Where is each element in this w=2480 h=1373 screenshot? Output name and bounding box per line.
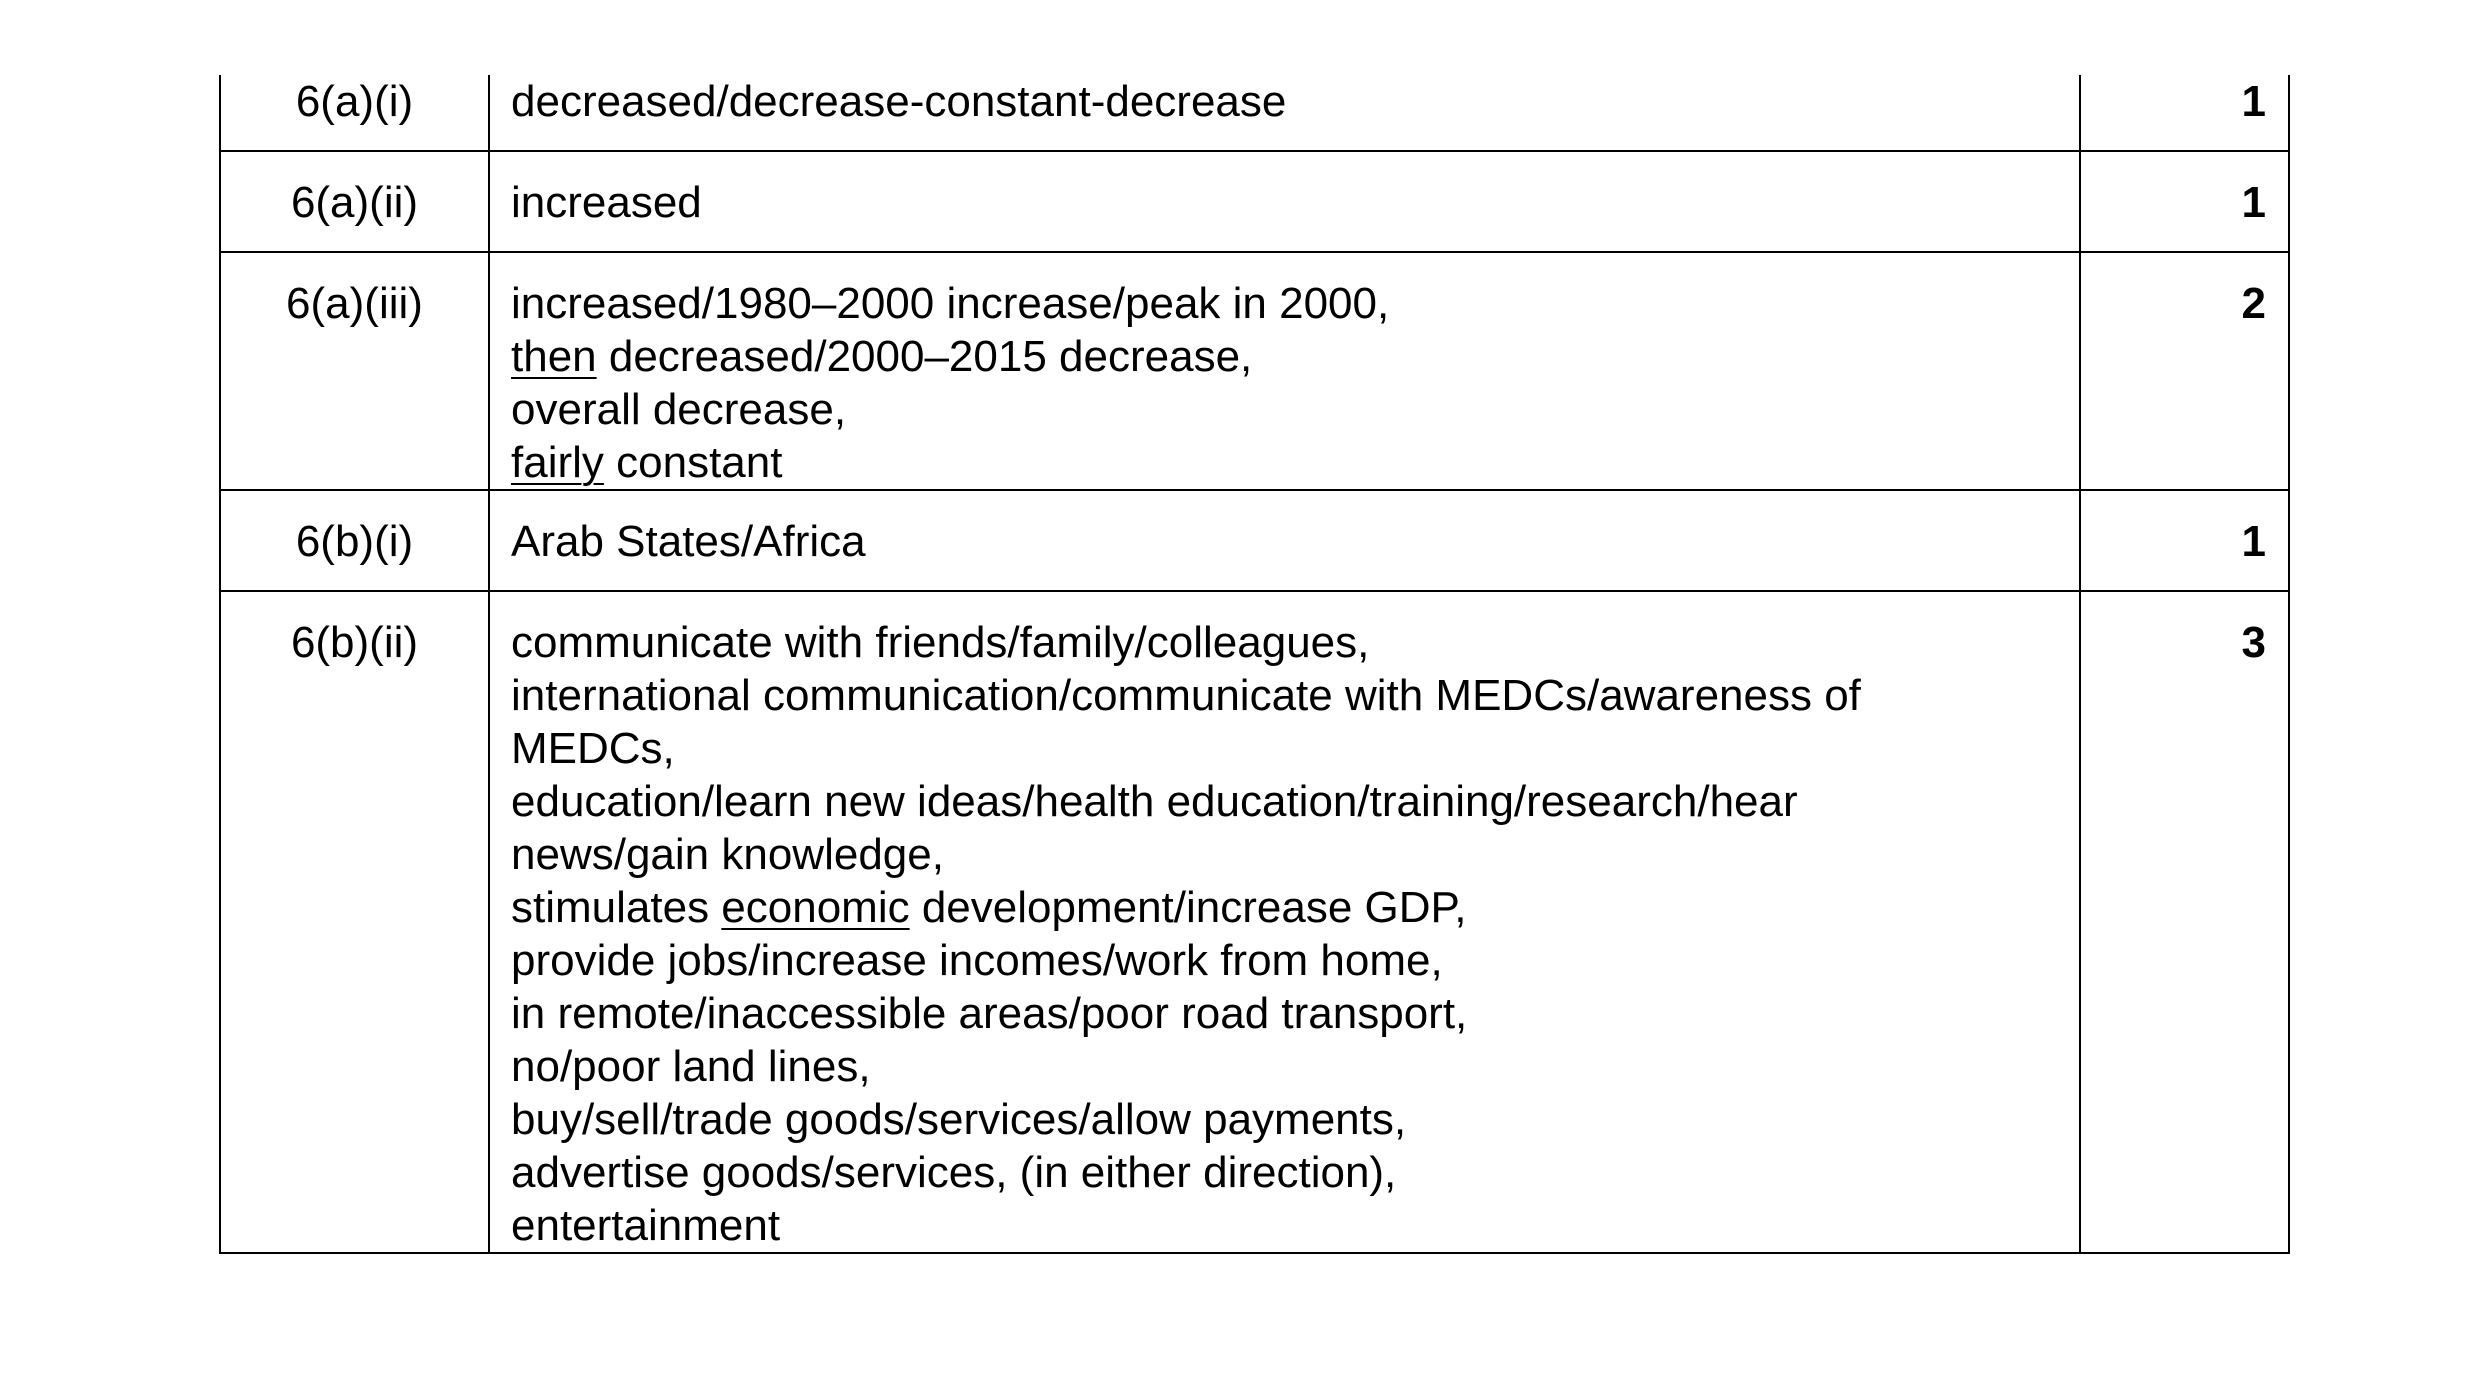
answer-line: [511, 669, 2058, 722]
table-body: [220, 75, 2289, 1253]
answer-cell: [489, 151, 2080, 252]
underlined-text: fairly: [511, 438, 604, 487]
answer-line: [511, 176, 2058, 229]
underlined-text: economic: [721, 883, 910, 932]
answer-line: [511, 722, 2058, 775]
answer-line: [511, 616, 2058, 669]
answer-line: [511, 515, 2058, 568]
answer-text: constant: [603, 438, 783, 487]
answer-text: entertainment: [511, 1201, 781, 1250]
answer-line: [511, 934, 2058, 987]
mark-scheme-table: [219, 75, 2290, 1254]
answer-text: news/gain knowledge,: [511, 830, 944, 879]
answer-line: [511, 277, 2058, 330]
answer-text: increased/1980–2000 increase/peak in 2000,: [511, 279, 1390, 328]
answer-text: no/poor land lines,: [511, 1042, 871, 1091]
answer-text: decreased/decrease-constant-decrease: [511, 77, 1287, 126]
answer-line: [511, 330, 2058, 383]
answer-cell: [489, 490, 2080, 591]
answer-text: advertise goods/services, (in either direction),: [511, 1148, 1397, 1197]
marks-cell: 1: [2080, 151, 2289, 252]
question-number-cell: 6(a)(i): [220, 75, 489, 151]
answer-text: development/increase GDP,: [909, 883, 1467, 932]
answer-text: communicate with friends/family/colleagues,: [511, 618, 1370, 667]
answer-text: MEDCs,: [511, 724, 675, 773]
answer-text: overall decrease,: [511, 385, 847, 434]
answer-text: provide jobs/increase incomes/work from home,: [511, 936, 1443, 985]
answer-text: international communication/communicate with MEDCs/awareness of: [511, 671, 1861, 720]
answer-line: [511, 828, 2058, 881]
answer-line: [511, 1093, 2058, 1146]
answer-line: [511, 75, 2058, 128]
marks-cell: 3: [2080, 591, 2289, 1253]
question-number-cell: 6(a)(ii): [220, 151, 489, 252]
answer-text: decreased/2000–2015 decrease,: [596, 332, 1253, 381]
marks-cell: 2: [2080, 252, 2289, 490]
answer-text: Arab States/Africa: [511, 517, 866, 566]
underlined-text: then: [511, 332, 597, 381]
answer-text: education/learn new ideas/health education/training/research/hear: [511, 777, 1798, 826]
answer-line: [511, 881, 2058, 934]
answer-text: buy/sell/trade goods/services/allow payments,: [511, 1095, 1407, 1144]
marks-cell: 1: [2080, 75, 2289, 151]
answer-line: [511, 383, 2058, 436]
table-row: [220, 75, 2289, 151]
answer-line: [511, 987, 2058, 1040]
answer-cell: [489, 252, 2080, 490]
question-number-cell: 6(a)(iii): [220, 252, 489, 490]
answer-cell: [489, 591, 2080, 1253]
answer-line: [511, 1146, 2058, 1199]
table-row: [220, 591, 2289, 1253]
answer-line: [511, 1199, 2058, 1252]
answer-cell: [489, 75, 2080, 151]
marks-cell: 1: [2080, 490, 2289, 591]
question-number-cell: 6(b)(i): [220, 490, 489, 591]
table-row: [220, 151, 2289, 252]
answer-line: [511, 775, 2058, 828]
answer-text: in remote/inaccessible areas/poor road transport,: [511, 989, 1468, 1038]
answer-line: [511, 436, 2058, 489]
answer-line: [511, 1040, 2058, 1093]
question-number-cell: 6(b)(ii): [220, 591, 489, 1253]
table-row: [220, 252, 2289, 490]
answer-text: stimulates: [511, 883, 722, 932]
table-row: [220, 490, 2289, 591]
answer-text: increased: [511, 178, 702, 227]
